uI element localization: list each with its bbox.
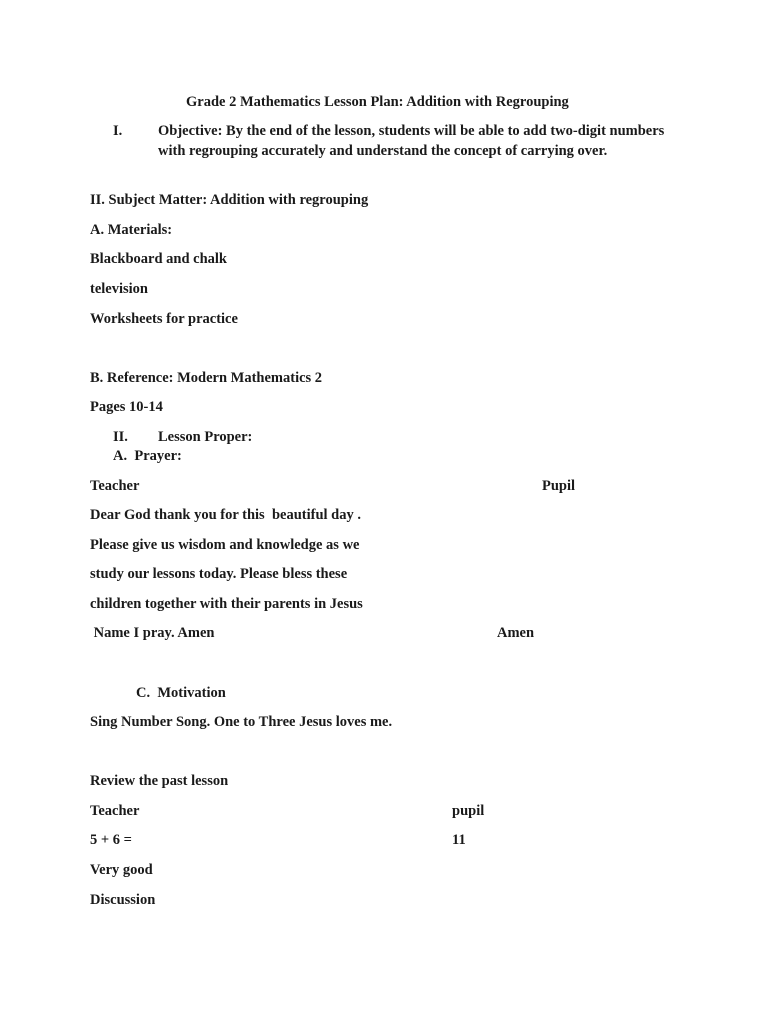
- prayer-line: Please give us wisdom and knowledge as we: [90, 537, 360, 553]
- review-answer: 11: [452, 832, 466, 848]
- prayer-line: children together with their parents in Jesus: [90, 596, 363, 612]
- materials-item: television: [90, 281, 148, 297]
- pupil-label: Pupil: [542, 478, 576, 494]
- review-feedback: Very good: [90, 862, 153, 878]
- review-question: 5 + 6 =: [90, 832, 132, 848]
- teacher-label: Teacher: [90, 478, 140, 494]
- objective-numeral: I.: [113, 123, 123, 139]
- review-teacher-label: Teacher: [90, 803, 140, 819]
- motivation-text: Sing Number Song. One to Three Jesus loves me.: [90, 714, 393, 730]
- prayer-heading: A. Prayer:: [113, 448, 182, 464]
- reference-heading: B. Reference: Modern Mathematics 2: [90, 370, 323, 386]
- materials-heading: A. Materials:: [90, 222, 173, 238]
- materials-item: Worksheets for practice: [90, 311, 238, 327]
- pupil-response: Amen: [497, 625, 535, 641]
- reference-pages: Pages 10-14: [90, 399, 163, 415]
- discussion-heading: Discussion: [90, 892, 156, 908]
- review-heading: Review the past lesson: [90, 773, 229, 789]
- materials-item: Blackboard and chalk: [90, 251, 227, 267]
- motivation-heading: C. Motivation: [136, 685, 226, 701]
- lesson-proper-heading: Lesson Proper:: [158, 429, 253, 445]
- objective-text: Objective: By the end of the lesson, students will be able to add two-digit numbers with regrouping accurately and understand the concept of carrying over.: [158, 123, 665, 159]
- subject-matter: II. Subject Matter: Addition with regrouping: [90, 192, 369, 208]
- prayer-line: study our lessons today. Please bless these: [90, 566, 348, 582]
- document-title: Grade 2 Mathematics Lesson Plan: Addition with Regrouping: [186, 94, 569, 110]
- lesson-proper-numeral: II.: [113, 429, 128, 445]
- review-pupil-label: pupil: [452, 803, 485, 819]
- prayer-line: Dear God thank you for this beautiful day .: [90, 507, 361, 523]
- prayer-line: Name I pray. Amen: [90, 625, 215, 641]
